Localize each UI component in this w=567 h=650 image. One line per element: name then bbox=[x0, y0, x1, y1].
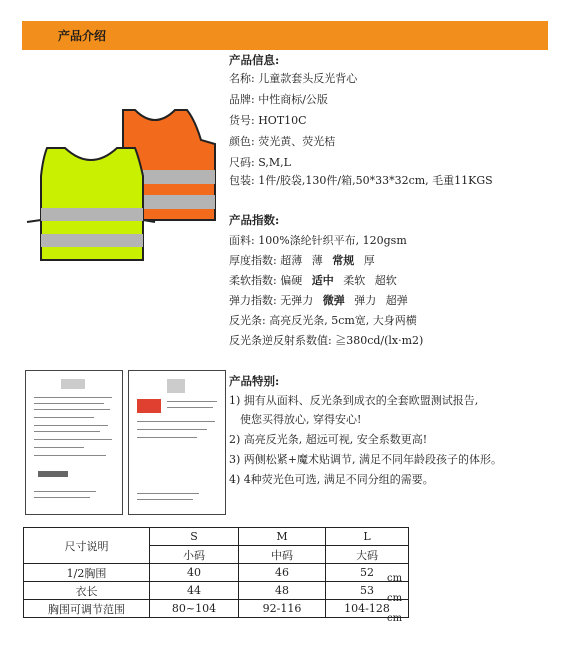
size-m-cn: 中码 bbox=[239, 546, 326, 564]
elasticity-selected: 微弹 bbox=[322, 294, 345, 307]
thickness-selected: 常规 bbox=[332, 254, 355, 267]
info-brand: 品牌: 中性商标/公版 bbox=[229, 93, 328, 106]
size-s: S bbox=[150, 528, 239, 546]
info-size: 尺码: S,M,L bbox=[229, 156, 291, 169]
unit-label: cm bbox=[387, 573, 403, 584]
index-thickness: 厚度指数: 超薄 薄 常规 厚 bbox=[229, 254, 375, 267]
section-title: 产品介绍 bbox=[58, 29, 107, 43]
table-row: 胸围可调节范围 80~104 92-116 104-128 bbox=[24, 600, 409, 618]
yellow-vest bbox=[27, 148, 155, 260]
info-heading: 产品信息: bbox=[229, 53, 280, 67]
info-color: 颜色: 荧光黄、荧光桔 bbox=[229, 135, 336, 148]
feature-3: 3) 两侧松紧+魔术贴调节, 满足不同年龄段孩子的体形。 bbox=[229, 453, 502, 466]
section-header bbox=[22, 21, 548, 50]
info-package: 包装: 1件/胶袋,130件/箱,50*33*32cm, 毛重11KGS bbox=[229, 174, 493, 187]
certificate-image-1 bbox=[25, 370, 123, 515]
features-heading: 产品特别: bbox=[229, 374, 280, 388]
table-row: 1/2胸围 40 46 52 bbox=[24, 564, 409, 582]
size-table-title: 尺寸说明 bbox=[24, 528, 150, 564]
feature-1-cont: 使您买得放心, 穿得安心! bbox=[240, 413, 362, 426]
size-l: L bbox=[326, 528, 409, 546]
info-sku: 货号: HOT10C bbox=[229, 114, 307, 127]
feature-1: 1) 拥有从面料、反光条到成衣的全套欧盟测试报告, bbox=[229, 394, 479, 407]
index-fabric: 面料: 100%涤纶针织平布, 120gsm bbox=[229, 234, 407, 247]
size-table bbox=[23, 527, 409, 618]
size-m: M bbox=[239, 528, 326, 546]
index-heading: 产品指数: bbox=[229, 213, 280, 227]
index-elasticity: 弹力指数: 无弹力 微弹 弹力 超弹 bbox=[229, 294, 408, 307]
index-softness: 柔软指数: 偏硬 适中 柔软 超软 bbox=[229, 274, 397, 287]
index-reflect: 反光条: 高亮反光条, 5cm宽, 大身两横 bbox=[229, 314, 417, 327]
certificate-image-2 bbox=[128, 370, 226, 515]
table-row: 衣长 44 48 53 bbox=[24, 582, 409, 600]
size-s-cn: 小码 bbox=[150, 546, 239, 564]
feature-4: 4) 4种荧光色可选, 满足不同分组的需要。 bbox=[229, 473, 434, 486]
softness-selected: 适中 bbox=[311, 274, 334, 287]
index-coef: 反光条逆反射系数值: ≧380cd/(lx·m2) bbox=[229, 334, 424, 347]
unit-label: cm bbox=[387, 593, 403, 604]
feature-2: 2) 高亮反光条, 超远可视, 安全系数更高! bbox=[229, 433, 428, 446]
info-name: 名称: 儿童款套头反光背心 bbox=[229, 72, 358, 85]
unit-label: cm bbox=[387, 613, 403, 624]
vest-image bbox=[25, 100, 225, 270]
size-l-cn: 大码 bbox=[326, 546, 409, 564]
